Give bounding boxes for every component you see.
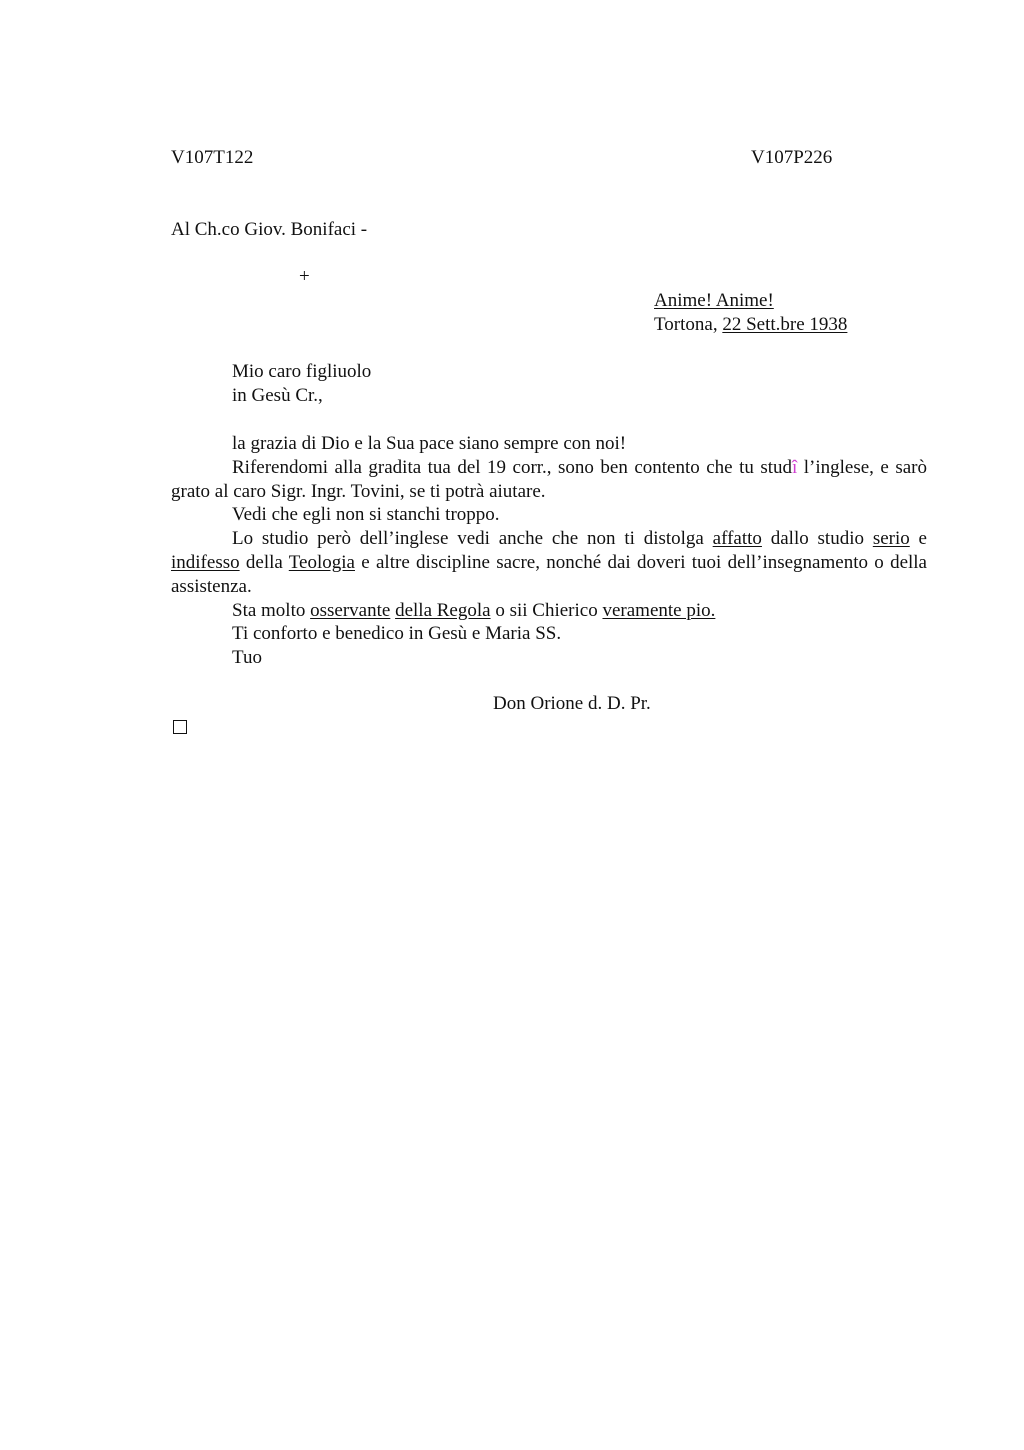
paragraph-study: Lo studio però dell’inglese vedi anche che non ti distolga affatto dallo studio serio e indifesso della Teologia e altre discipline sacre, nonché dai doveri tuoi dell’insegnamento o della assistenza.	[171, 528, 927, 597]
salutation-line-2: in Gesù Cr.,	[232, 385, 323, 406]
accent-char: î	[792, 456, 798, 478]
underline-serio: serio	[872, 528, 910, 550]
archive-code-left: V107T122	[171, 147, 254, 168]
salutation-line-1: Mio caro figliuolo	[232, 361, 372, 382]
paragraph-blessing: Ti conforto e benedico in Gesù e Maria SS.	[232, 623, 562, 645]
cross-symbol: +	[299, 266, 310, 287]
paragraph-tired: Vedi che egli non si stanchi troppo.	[232, 504, 500, 526]
underline-teologia: Teologia	[288, 551, 355, 573]
underline-indifesso: indifesso	[171, 551, 240, 573]
underline-affatto: affatto	[712, 528, 762, 550]
underline-della-regola: della Regola	[395, 599, 491, 621]
archive-code-right: V107P226	[751, 147, 833, 168]
paragraph-english: Riferendomi alla gradita tua del 19 corr., sono ben contento che tu studî l’inglese, e sarò grato al caro Sigr. Ingr. Tovini, se ti potrà aiutare.	[171, 456, 927, 502]
checkbox-square-icon	[173, 720, 187, 734]
paragraph-greeting: la grazia di Dio e la Sua pace siano sempre con noi!	[232, 433, 627, 454]
paragraph-closing: Tuo	[232, 647, 262, 669]
place: Tortona,	[654, 314, 723, 335]
signature: Don Orione d. D. Pr.	[493, 693, 651, 714]
motto: Anime! Anime!	[654, 290, 774, 311]
recipient-line: Al Ch.co Giov. Bonifaci -	[171, 219, 368, 240]
letter-body	[171, 432, 927, 670]
underline-osservante: osservante	[310, 599, 391, 621]
underline-veramente-pio: veramente pio.	[602, 599, 716, 621]
place-date-line	[654, 313, 847, 337]
date: 22 Sett.bre 1938	[722, 314, 848, 335]
paragraph-rule: Sta molto osservante della Regola o sii Chierico veramente pio.	[232, 599, 716, 621]
